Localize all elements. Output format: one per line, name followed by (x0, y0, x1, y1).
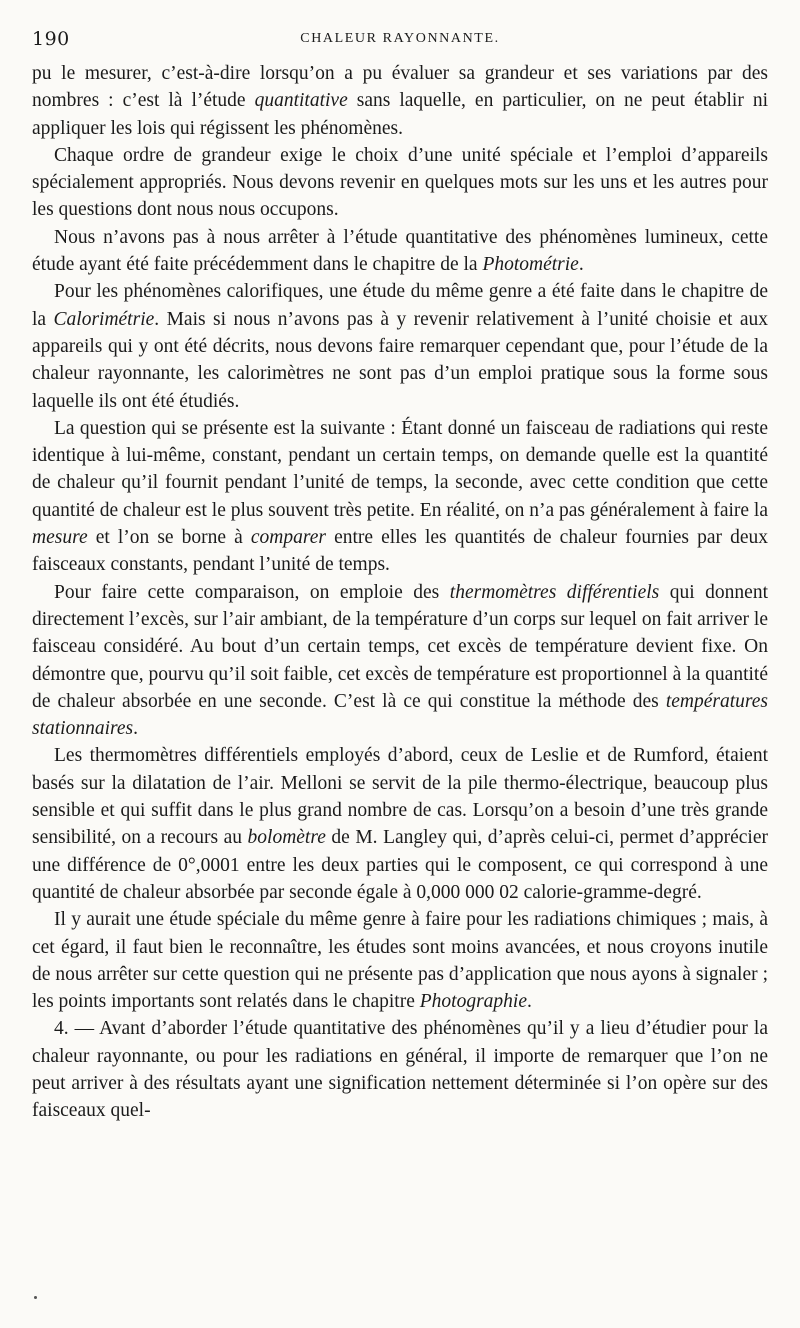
page-number: 190 (32, 28, 70, 50)
text-run: 4. — Avant d’aborder l’étude quantitative des phénomènes qu’il y a lieu d’étudier pour la chaleur rayonnante, ou pour les radiations en général, il importe de remarquer que l’on ne peut arriver à des résultats ayant une signification nettement déterminée si l’on opère sur des faisceaux quel- (32, 1018, 768, 1122)
text-run: et l’on se borne à (87, 527, 251, 549)
text-run: qui donnent directement l’excès, sur l’air ambiant, de la température d’un corps sur lequel on fait arriver le faisceau considéré. Au bout d’un certain temps, cet excès de température devient fixe. On démontre que, pourvu qu’il soit faible, cet excès de température est proportionnel à la quantité de chaleur absorbée en une seconde. C’est là ce qui constitue la méthode des (32, 581, 769, 712)
paragraph (32, 278, 768, 414)
text-run: pu le mesurer, c’est-à-dire lorsqu’on a pu évaluer sa grandeur et ses variations par des nombres : c’est là l’étude (32, 63, 768, 112)
paragraph (32, 60, 768, 142)
paragraph (32, 579, 768, 743)
italic-term: Calorimétrie (53, 308, 155, 330)
text-run: Pour faire cette comparaison, on emploie des (54, 581, 450, 603)
italic-term: comparer (250, 527, 326, 549)
page-header (32, 28, 768, 56)
text-run: . (578, 254, 584, 276)
paragraph (32, 906, 768, 1015)
italic-term: bolomètre (247, 827, 326, 849)
paragraph (32, 742, 768, 906)
text-run: Les thermomètres différentiels employés d’abord, ceux de Leslie et de Rumford, étaient basés sur la dilatation de l’air. Melloni se servit de la pile thermo-électrique, beaucoup plus sensible et qui suffit dans le plus grand nombre de cas. Lorsqu’on a besoin d’une très grande sensibilité, on a recours au (32, 745, 768, 849)
italic-term: Photographie (419, 991, 527, 1013)
italic-term: mesure (32, 527, 88, 549)
body-text (32, 60, 768, 1125)
text-run: La question qui se présente est la suivante : Étant donné un faisceau de radiations qui reste identique à lui-même, constant, pendant un certain temps, on demande quelle est la quantité de chaleur qu’il fournit pendant l’unité de temps, la seconde, avec cette condition que cette quantité de chaleur est le plus souvent très petite. En réalité, on n’a pas généralement à faire la (32, 417, 768, 521)
italic-term: Photométrie (482, 254, 579, 276)
text-run: Pour les phénomènes calorifiques, une étude du même genre a été faite dans le chapitre de la (32, 281, 768, 330)
paragraph (32, 415, 768, 579)
text-run: de M. Langley qui, d’après celui-ci, permet d’apprécier une différence de 0°,0001 entre les deux parties qui le composent, ce qui correspond à une quantité de chaleur absorbée par seconde égale à 0,000 000 02 calorie-gramme-degré. (32, 827, 768, 903)
paragraph (32, 224, 768, 279)
text-run: . (133, 718, 138, 740)
text-run: entre elles les quantités de chaleur fournies par deux faisceaux constants, pendant l’unité de temps. (32, 527, 768, 576)
text-run: sans laquelle, en particulier, on ne peut établir ni appliquer les lois qui régissent les phénomènes. (32, 90, 768, 139)
italic-term: thermomètres différentiels (449, 581, 660, 603)
text-run: Nous n’avons pas à nous arrêter à l’étude quantitative des phénomènes lumineux, cette étude ayant été faite précédemment dans le chapitre de la (32, 226, 768, 276)
paragraph (32, 142, 768, 224)
paragraph (32, 1015, 768, 1124)
text-run: . Mais si nous n’avons pas à y revenir relativement à l’unité choisie et aux appareils qui y ont été décrits, nous devons faire remarquer cependant que, pour l’étude de la chaleur rayonnante, les calorimètres ne sont pas d’un emploi pratique sous la forme sous laquelle ils ont été étudiés. (32, 308, 768, 412)
italic-term: températures stationnaires (32, 690, 768, 740)
print-speck (34, 1296, 37, 1299)
text-run: Chaque ordre de grandeur exige le choix d’une unité spéciale et l’emploi d’appareils spécialement appropriés. Nous devons revenir en quelques mots sur les uns et les autres pour les questions dont nous nous occupons. (32, 144, 768, 221)
running-title: CHALEUR RAYONNANTE. (300, 31, 500, 46)
text-run: . (527, 991, 532, 1013)
text-run: Il y aurait une étude spéciale du même genre à faire pour les radiations chimiques ; mais, à cet égard, il faut bien le reconnaître, les études sont moins avancées, et nous croyons inutile de nous arrêter sur cette question qui ne présente pas d’application que nous ayons à signaler ; les points importants sont relatés dans le chapitre (32, 909, 768, 1013)
italic-term: quantitative (254, 90, 348, 112)
